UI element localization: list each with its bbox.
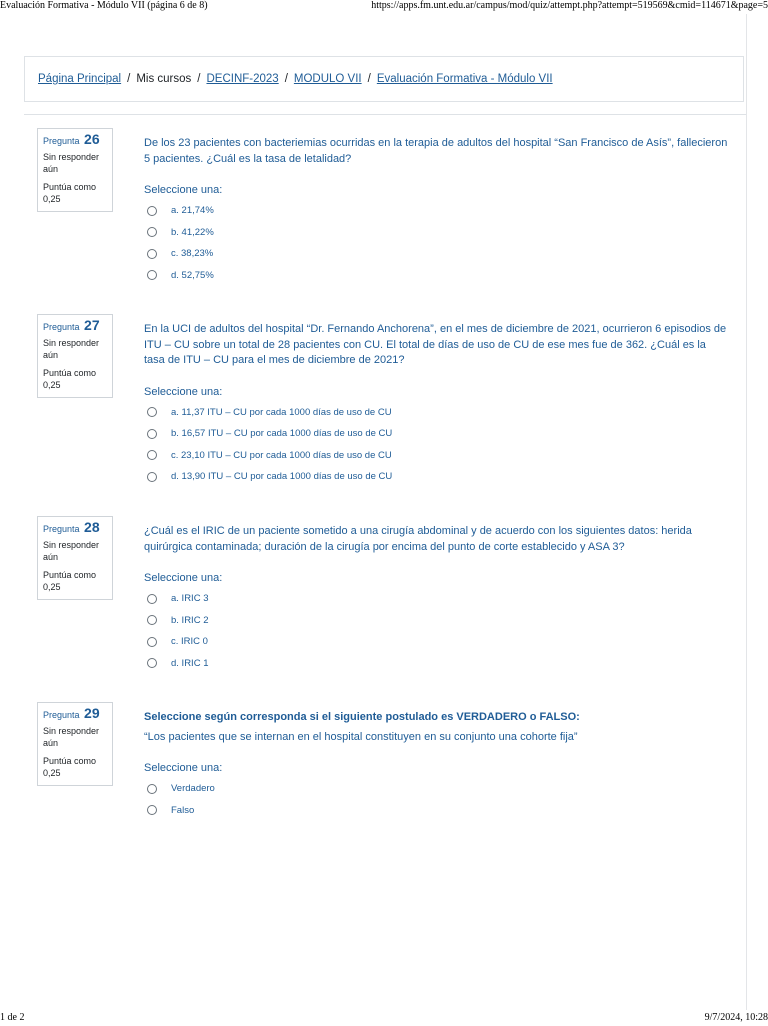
answer-option-label: d. IRIC 1 <box>171 657 209 669</box>
print-page-title: Evaluación Formativa - Módulo VII (página 6 de 8) <box>0 0 208 11</box>
radio-button[interactable] <box>147 407 157 417</box>
radio-button[interactable] <box>147 249 157 259</box>
question-content <box>144 136 729 286</box>
question-info-box <box>37 702 113 786</box>
question-grade: Puntúa como 0,25 <box>43 756 97 778</box>
answer-option-label: b. IRIC 2 <box>171 614 209 626</box>
radio-button[interactable] <box>147 784 157 794</box>
answer-option[interactable] <box>144 222 729 244</box>
answer-option-label: a. 11,37 ITU – CU por cada 1000 días de uso de CU <box>171 406 392 418</box>
question-state: Sin responder aún <box>43 726 100 748</box>
print-page-count: 1 de 2 <box>0 1012 25 1023</box>
breadcrumb-module-link[interactable]: MODULO VII <box>293 73 362 85</box>
question-grade: Puntúa como 0,25 <box>43 182 97 204</box>
question-grade: Puntúa como 0,25 <box>43 368 97 390</box>
answer-options <box>144 588 729 674</box>
breadcrumb-course-link[interactable]: DECINF-2023 <box>206 73 279 85</box>
page-frame <box>22 14 747 1010</box>
breadcrumb-separator: / <box>197 73 201 85</box>
answer-option-label: c. 38,23% <box>171 248 214 260</box>
answer-option-label: a. IRIC 3 <box>171 593 209 605</box>
question-content <box>144 710 729 821</box>
answer-option-true[interactable] <box>144 778 729 800</box>
radio-button[interactable] <box>147 658 157 668</box>
answer-prompt: Seleccione una: <box>144 184 223 196</box>
question-number: 26 <box>84 131 100 147</box>
answer-option-label: a. 21,74% <box>171 205 214 217</box>
question-info-box <box>37 128 113 212</box>
radio-button[interactable] <box>147 227 157 237</box>
answer-option-label: c. IRIC 0 <box>171 636 208 648</box>
radio-button[interactable] <box>147 472 157 482</box>
answer-option-label: b. 41,22% <box>171 226 214 238</box>
question-state: Sin responder aún <box>43 540 100 562</box>
breadcrumb-separator: / <box>127 73 131 85</box>
breadcrumb-separator: / <box>367 73 371 85</box>
answer-option-label: d. 52,75% <box>171 269 214 281</box>
question-label: Pregunta <box>43 322 80 332</box>
header-divider <box>24 114 746 115</box>
question-text: Seleccione según corresponda si el siguiente postulado es VERDADERO o FALSO: <box>144 711 580 723</box>
answer-option[interactable] <box>144 445 729 467</box>
radio-button[interactable] <box>147 270 157 280</box>
answer-option[interactable] <box>144 423 729 445</box>
radio-button[interactable] <box>147 637 157 647</box>
answer-options <box>144 778 729 821</box>
answer-option[interactable] <box>144 588 729 610</box>
answer-option-label: b. 16,57 ITU – CU por cada 1000 días de uso de CU <box>171 428 393 440</box>
question-label: Pregunta <box>43 524 80 534</box>
radio-button[interactable] <box>147 429 157 439</box>
question-statement: “Los pacientes que se internan en el hospital constituyen en su conjunto una cohorte fija” <box>144 730 578 743</box>
answer-option[interactable] <box>144 466 729 488</box>
question-number: 29 <box>84 705 100 721</box>
answer-prompt: Seleccione una: <box>144 762 223 774</box>
question-text: En la UCI de adultos del hospital “Dr. Fernando Anchorena”, en el mes de diciembre de 2021, ocurrieron 6 episodios de ITU – CU sobre un total de 28 pacientes con CU. El total de días de uso de CU de ese mes fue de 362. ¿Cuál es la tasa de ITU – CU para el mes de diciembre de 2021? <box>144 323 727 366</box>
breadcrumb-separator: / <box>284 73 288 85</box>
radio-button[interactable] <box>147 615 157 625</box>
answer-option-false[interactable] <box>144 800 729 822</box>
radio-button[interactable] <box>147 206 157 216</box>
answer-option[interactable] <box>144 653 729 675</box>
answer-option[interactable] <box>144 265 729 287</box>
answer-option[interactable] <box>144 243 729 265</box>
answer-option[interactable] <box>144 610 729 632</box>
answer-option[interactable] <box>144 200 729 222</box>
print-datetime: 9/7/2024, 10:28 <box>704 1012 768 1023</box>
answer-options <box>144 402 729 488</box>
print-header <box>0 0 768 14</box>
question-info-box <box>37 516 113 600</box>
answer-prompt: Seleccione una: <box>144 385 223 398</box>
answer-options <box>144 200 729 286</box>
print-page-url: https://apps.fm.unt.edu.ar/campus/mod/quiz/attempt.php?attempt=519569&cmid=114671&page=5 <box>371 0 768 11</box>
breadcrumb-my-courses: Mis cursos <box>136 73 192 85</box>
question-label: Pregunta <box>43 136 80 146</box>
question-state: Sin responder aún <box>43 152 100 174</box>
answer-option-label: c. 23,10 ITU – CU por cada 1000 días de uso de CU <box>171 449 392 461</box>
question-label: Pregunta <box>43 710 80 720</box>
question-content <box>144 322 729 488</box>
radio-button[interactable] <box>147 805 157 815</box>
question-info-box <box>37 314 113 398</box>
question-state: Sin responder aún <box>43 338 100 360</box>
radio-button[interactable] <box>147 450 157 460</box>
question-number: 27 <box>84 317 100 333</box>
question-text: De los 23 pacientes con bacteriemias ocurridas en la terapia de adultos del hospital “San Francisco de Asís”, fallecieron 5 pacientes. ¿Cuál es la tasa de letalidad? <box>144 137 728 165</box>
question-number: 28 <box>84 519 100 535</box>
breadcrumb-quiz-link[interactable]: Evaluación Formativa - Módulo VII <box>376 73 553 85</box>
answer-prompt: Seleccione una: <box>144 572 223 584</box>
answer-option-label: d. 13,90 ITU – CU por cada 1000 días de uso de CU <box>171 471 393 483</box>
question-text: ¿Cuál es el IRIC de un paciente sometido a una cirugía abdominal y de acuerdo con los siguientes datos: herida quirúrgica contaminada; duración de la cirugía por encima del punto de corte establecido y ASA 3? <box>144 525 692 553</box>
question-content <box>144 524 729 674</box>
breadcrumb <box>24 56 744 102</box>
answer-option[interactable] <box>144 631 729 653</box>
answer-option-label: Verdadero <box>171 783 215 795</box>
radio-button[interactable] <box>147 594 157 604</box>
question-grade: Puntúa como 0,25 <box>43 570 97 592</box>
answer-option[interactable] <box>144 402 729 424</box>
breadcrumb-home-link[interactable]: Página Principal <box>38 73 122 85</box>
answer-option-label: Falso <box>171 804 195 816</box>
